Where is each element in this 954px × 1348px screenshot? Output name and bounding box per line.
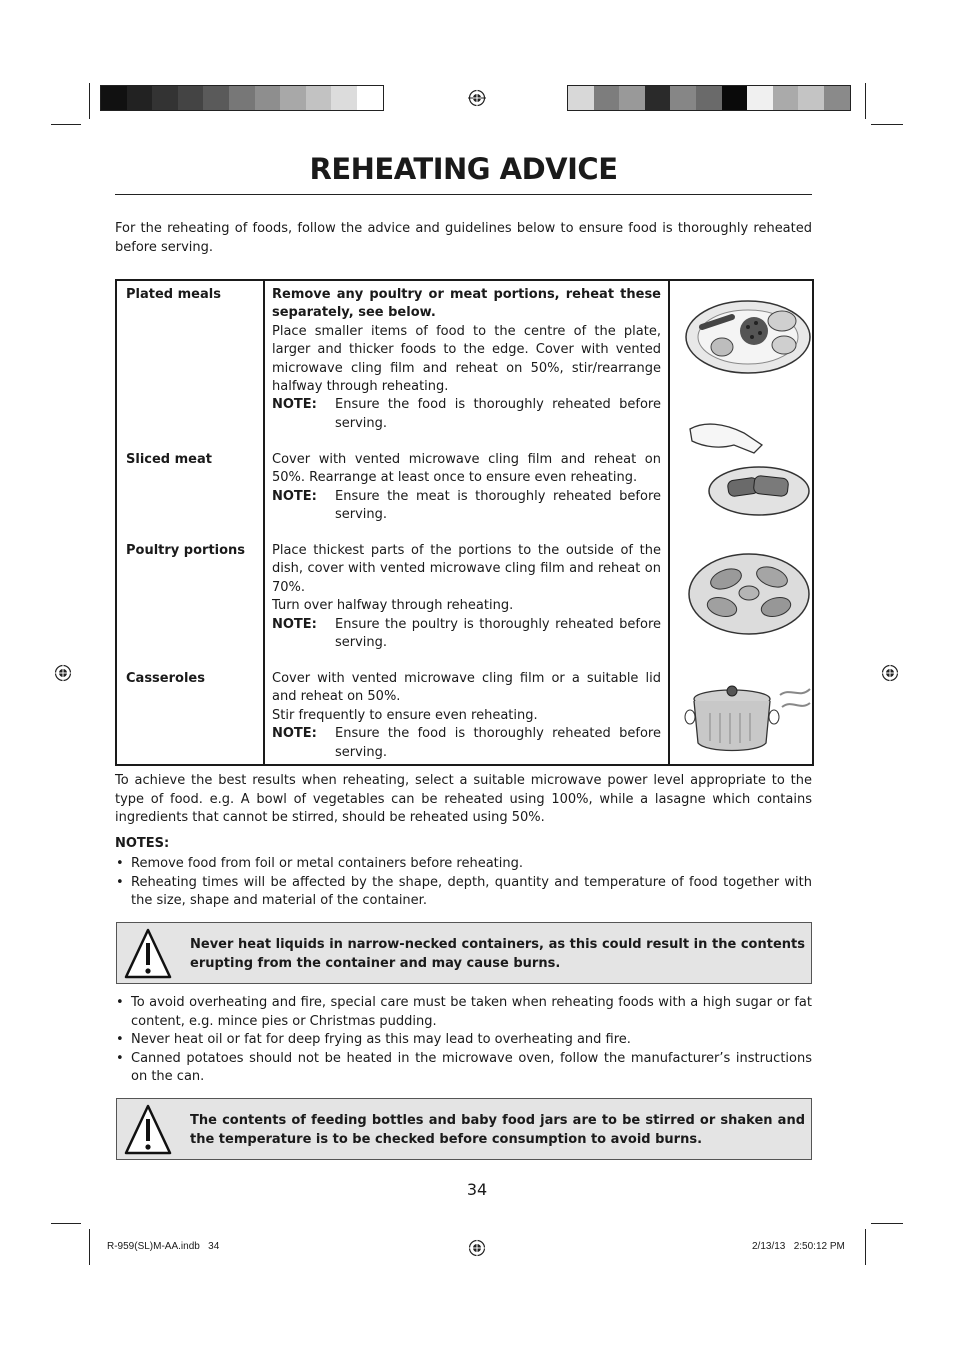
category-column bbox=[116, 280, 264, 765]
calibration-swatch bbox=[280, 86, 306, 110]
crop-mark bbox=[51, 1223, 81, 1224]
footer-filename: R-959(SL)M-AA.indb 34 bbox=[107, 1241, 220, 1252]
crop-mark bbox=[871, 1223, 903, 1224]
crop-mark bbox=[89, 83, 90, 119]
title-underline bbox=[115, 194, 812, 195]
poultry-text: Place thickest parts of the portions to the outside of the dish, cover with vented microwave cling film and reheat on 70%. bbox=[272, 543, 661, 595]
note-row bbox=[272, 488, 661, 525]
calibration-swatch bbox=[722, 86, 748, 110]
note-label: NOTE: bbox=[272, 397, 317, 413]
registration-mark-icon bbox=[881, 664, 899, 682]
calibration-swatch bbox=[645, 86, 671, 110]
warning-text: Never heat liquids in narrow-necked containers, as this could result in the contents erupting from the container and may cause burns. bbox=[190, 937, 805, 971]
note-label: NOTE: bbox=[272, 726, 317, 742]
crop-mark bbox=[89, 1229, 90, 1265]
calibration-swatch bbox=[229, 86, 255, 110]
sliced-meat-illustration bbox=[684, 419, 814, 519]
list-item: • Canned potatoes should not be heated in the microwave oven, follow the manufacturer’s instructions on the can. bbox=[115, 1050, 812, 1087]
calibration-swatch bbox=[824, 86, 850, 110]
note-label: NOTE: bbox=[272, 616, 317, 632]
list-item: • Remove food from foil or metal containers before reheating. bbox=[115, 855, 812, 874]
casserole-illustration bbox=[684, 677, 814, 759]
note-text: Ensure the food is thoroughly reheated before serving. bbox=[335, 726, 661, 760]
calibration-bar-right bbox=[567, 85, 851, 111]
casseroles-text-2: Stir frequently to ensure even reheating. bbox=[272, 707, 538, 723]
warning-text: The contents of feeding bottles and baby food jars are to be stirred or shaken and the temperature is to be checked before consumption to avoid burns. bbox=[190, 1113, 805, 1147]
note-text: Ensure the poultry is thoroughly reheated before serving. bbox=[335, 616, 661, 651]
calibration-swatch bbox=[178, 86, 204, 110]
sliced-meat-text: Cover with vented microwave cling film and reheat on 50%. Rearrange at least once to ensure even reheating. bbox=[272, 452, 661, 486]
crop-mark bbox=[871, 124, 903, 125]
notes-list bbox=[115, 855, 812, 911]
instructions-poultry-portions bbox=[272, 542, 661, 652]
crop-mark bbox=[865, 1229, 866, 1265]
note-label: NOTE: bbox=[272, 488, 317, 504]
note-text: Ensure the food is thoroughly reheated before serving. bbox=[335, 397, 661, 431]
notes-heading: NOTES: bbox=[115, 836, 170, 851]
calibration-swatch bbox=[670, 86, 696, 110]
crop-mark bbox=[865, 83, 866, 119]
calibration-swatch bbox=[568, 86, 594, 110]
calibration-swatch bbox=[152, 86, 178, 110]
calibration-swatch bbox=[101, 86, 127, 110]
category-sliced-meat: Sliced meat bbox=[126, 452, 212, 467]
list-item: • To avoid overheating and fire, special care must be taken when reheating foods with a high sugar or fat content, e.g. mince pies or Christmas pudding. bbox=[115, 994, 812, 1031]
calibration-swatch bbox=[773, 86, 799, 110]
calibration-swatch bbox=[696, 86, 722, 110]
illustration-column bbox=[669, 280, 813, 765]
warning-box bbox=[116, 1098, 812, 1160]
note-row bbox=[272, 396, 661, 433]
instructions-casseroles bbox=[272, 670, 661, 762]
safety-list bbox=[115, 994, 812, 1087]
calibration-bar-left bbox=[100, 85, 384, 111]
list-item: • Reheating times will be affected by the shape, depth, quantity and temperature of food together with the size, shape and material of the container. bbox=[115, 874, 812, 911]
plated-meals-text: Place smaller items of food to the centre of the plate, larger and thicker foods to the edge. Cover with vented microwave cling film and reheat on 50%, stir/rearrange halfway through reheating. bbox=[272, 323, 661, 395]
instructions-plated-meals bbox=[272, 286, 661, 433]
crop-mark bbox=[51, 124, 81, 125]
plated-meals-bold-lead: Remove any poultry or meat portions, reheat these separately, see below. bbox=[272, 287, 661, 321]
power-level-paragraph: To achieve the best results when reheating, select a suitable microwave power level appropriate to the type of food. e.g. A bowl of vegetables can be reheated using 100%, while a lasagne which contains ingredients that cannot be stirred, should be reheated using 50%. bbox=[115, 773, 812, 825]
reheating-table bbox=[115, 279, 814, 766]
registration-mark-icon bbox=[468, 89, 486, 107]
instructions-column bbox=[264, 280, 669, 765]
calibration-swatch bbox=[619, 86, 645, 110]
calibration-swatch bbox=[357, 86, 383, 110]
footer-timestamp: 2/13/13 2:50:12 PM bbox=[752, 1241, 845, 1252]
note-row bbox=[272, 725, 661, 762]
category-poultry-portions: Poultry portions bbox=[126, 543, 246, 558]
instructions-sliced-meat bbox=[272, 451, 661, 525]
registration-mark-icon bbox=[54, 664, 72, 682]
warning-triangle-icon bbox=[123, 927, 173, 981]
warning-triangle-icon bbox=[123, 1103, 173, 1157]
list-item: • Never heat oil or fat for deep frying as this may lead to overheating and fire. bbox=[115, 1031, 812, 1050]
plated-meal-illustration bbox=[682, 293, 814, 379]
poultry-portions-illustration bbox=[686, 549, 812, 639]
calibration-swatch bbox=[331, 86, 357, 110]
calibration-swatch bbox=[747, 86, 773, 110]
poultry-text-2: Turn over halfway through reheating. bbox=[272, 598, 514, 614]
calibration-swatch bbox=[798, 86, 824, 110]
calibration-swatch bbox=[594, 86, 620, 110]
note-text: Ensure the meat is thoroughly reheated before serving. bbox=[335, 488, 661, 523]
registration-mark-icon bbox=[468, 1239, 486, 1257]
calibration-swatch bbox=[306, 86, 332, 110]
warning-box bbox=[116, 922, 812, 984]
calibration-swatch bbox=[203, 86, 229, 110]
intro-paragraph: For the reheating of foods, follow the advice and guidelines below to ensure food is thoroughly reheated before serving. bbox=[115, 221, 812, 255]
casseroles-text: Cover with vented microwave cling film or a suitable lid and reheat on 50%. bbox=[272, 671, 661, 705]
calibration-swatch bbox=[255, 86, 281, 110]
note-row bbox=[272, 616, 661, 653]
calibration-swatch bbox=[127, 86, 153, 110]
category-plated-meals: Plated meals bbox=[126, 287, 221, 302]
category-casseroles: Casseroles bbox=[126, 671, 205, 686]
page-number: 34 bbox=[466, 1180, 488, 1199]
page-title: REHEATING ADVICE bbox=[309, 152, 618, 186]
